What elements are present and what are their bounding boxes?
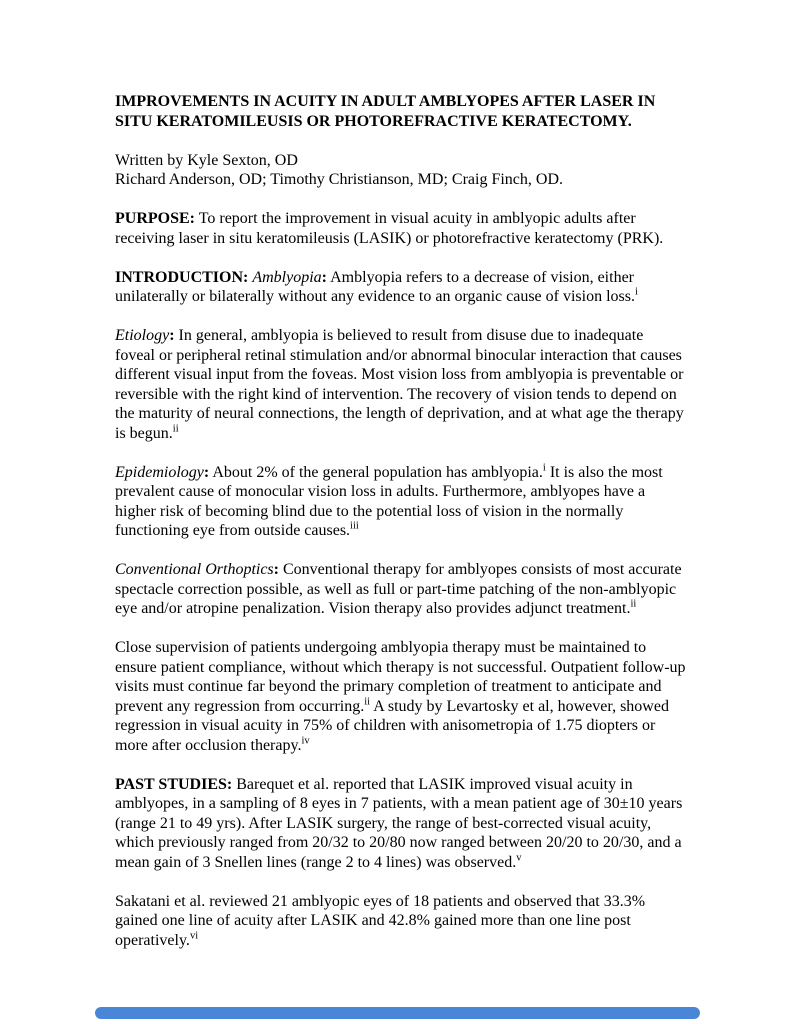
endnote-ref-iv: iv — [301, 735, 310, 747]
epidemiology-term-colon: : — [203, 463, 210, 481]
byline-author: Written by Kyle Sexton, OD — [115, 151, 298, 169]
endnote-ref-ii: ii — [630, 598, 637, 610]
past-studies-heading: PAST STUDIES: — [115, 775, 233, 793]
introduction-term-colon: : — [321, 268, 327, 286]
endnote-ref-iii: iii — [350, 520, 359, 532]
purpose-paragraph — [115, 209, 687, 248]
supervision-text-2: A study by Levartosky et al, however, showed regression in visual acuity in 75% of children with anisometropia of 1.75 diopters or more after occlusion therapy. — [115, 697, 669, 754]
purpose-heading: PURPOSE: — [115, 210, 195, 227]
past-studies-paragraph — [115, 775, 687, 873]
etiology-paragraph — [115, 326, 687, 443]
endnote-ref-ii: ii — [364, 696, 371, 708]
introduction-term: Amblyopia — [252, 268, 322, 286]
epidemiology-paragraph — [115, 463, 687, 541]
etiology-text: In general, amblyopia is believed to result from disuse due to inadequate foveal or peripheral retinal stimulation and/or abnormal binocular interaction that causes different visual input from the foveas. Most vision loss from amblyopia is preventable or reversible with the right kind of intervention. The recovery of vision tends to depend on the maturity of neural connections, the length of deprivation, and at what age the therapy is begun. — [115, 327, 684, 442]
orthoptics-term-colon: : — [273, 561, 279, 578]
purpose-text: To report the improvement in visual acuity in amblyopic adults after receiving laser in situ keratomileusis (LASIK) or photorefractive keratectomy (PRK). — [115, 210, 664, 247]
introduction-paragraph — [115, 268, 687, 307]
endnote-ref-i: i — [542, 462, 546, 474]
endnote-ref-ii: ii — [172, 423, 179, 435]
orthoptics-text: Conventional therapy for amblyopes consists of most accurate spectacle correction possible, as well as full or part-time patching of the non-amblyopic eye and/or atropine penalization. Vision therapy also provides adjunct treatment. — [115, 561, 682, 617]
introduction-heading: INTRODUCTION: — [115, 268, 249, 286]
epidemiology-term: Epidemiology — [115, 463, 204, 481]
introduction-text: Amblyopia refers to a decrease of vision, either unilaterally or bilaterally without any evidence to an organic cause of vision loss. — [115, 268, 635, 305]
sakatani-text: Sakatani et al. reviewed 21 amblyopic eyes of 18 patients and observed that 33.3% gained one line of acuity after LASIK and 42.8% gained more than one line post operatively. — [115, 892, 646, 949]
supervision-paragraph — [115, 638, 687, 755]
document-title: IMPROVEMENTS IN ACUITY IN ADULT AMBLYOPES AFTER LASER IN SITU KERATOMILEUSIS OR PHOTOREFRACTIVE KERATECTOMY. — [115, 93, 656, 130]
orthoptics-term: Conventional Orthoptics — [115, 561, 274, 578]
past-studies-text: Barequet et al. reported that LASIK improved visual acuity in amblyopes, in a sampling of 8 eyes in 7 patients, with a mean patient age of 30±10 years (range 21 to 49 yrs). After LASIK surgery, the range of best-corrected visual acuity, which previously ranged from 20/32 to 20/80 now ranged between 20/20 to 20/30, and a mean gain of 3 Snellen lines (range 2 to 4 lines) was observed. — [115, 775, 683, 871]
byline — [115, 151, 687, 190]
etiology-term-colon: : — [169, 327, 175, 344]
epidemiology-text-1: About 2% of the general population has amblyopia. — [209, 463, 543, 481]
supervision-text-1: Close supervision of patients undergoing amblyopia therapy must be maintained to ensure patient compliance, without which therapy is not successful. Outpatient follow-up visits must continue far beyond the primary completion of treatment to anticipate and prevent any regression from occurring. — [115, 639, 686, 715]
orthoptics-paragraph — [115, 560, 687, 619]
endnote-ref-i: i — [635, 286, 638, 298]
document-page — [115, 92, 687, 970]
epidemiology-text-2: It is also the most prevalent cause of monocular vision loss in adults. Furthermore, amblyopes have a higher risk of becoming blind due to the potential loss of vision in the normally functioning eye from outside causes. — [115, 463, 663, 539]
horizontal-scrollbar-thumb[interactable] — [95, 1007, 700, 1019]
etiology-term: Etiology — [115, 327, 170, 344]
endnote-ref-vi: vi — [189, 930, 199, 942]
endnote-ref-v: v — [516, 852, 522, 864]
byline-coauthors: Richard Anderson, OD; Timothy Christianson, MD; Craig Finch, OD. — [115, 171, 564, 188]
sakatani-paragraph — [115, 892, 687, 951]
